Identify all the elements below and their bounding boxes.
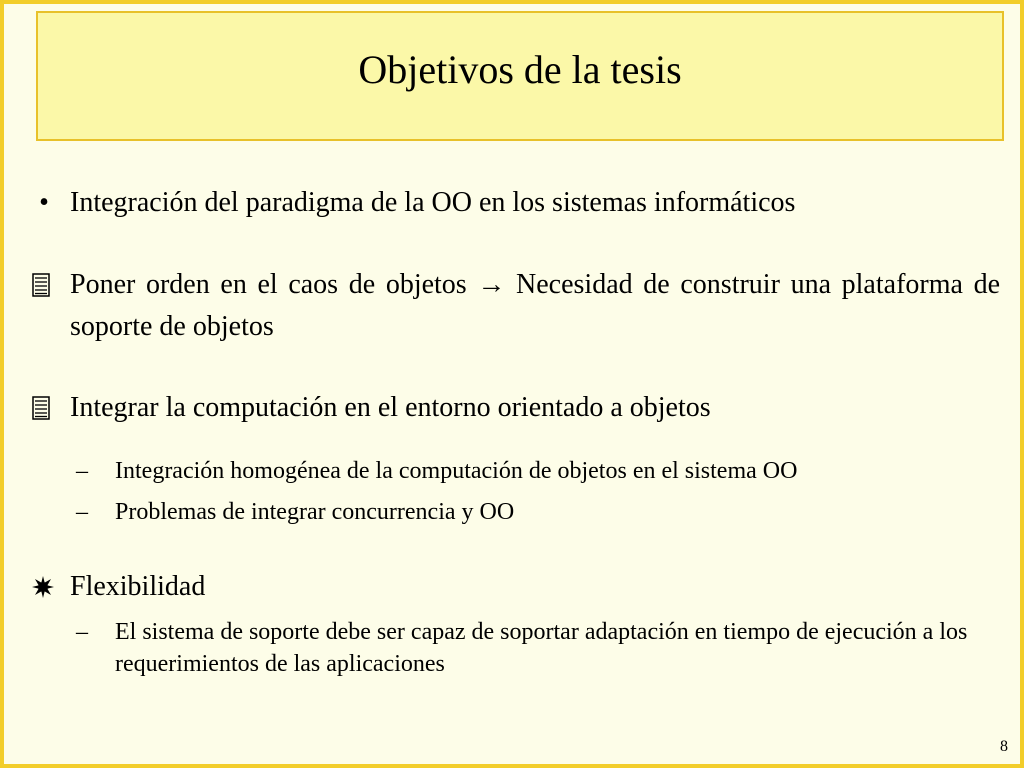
sub-item-text: Integración homogénea de la computación de objetos en el sistema OO: [115, 458, 798, 484]
sub-item-homogeneous: [4, 455, 1024, 487]
page-lines-icon: [32, 396, 56, 420]
page-lines-icon: [32, 273, 56, 297]
starburst-icon: [32, 576, 56, 598]
sub-item-adaptation: [4, 616, 1024, 680]
bullet-text: Flexibilidad: [70, 571, 206, 602]
sub-item-text: El sistema de soporte debe ser capaz de soportar adaptación en tiempo de ejecución a los requerimientos de las aplicaciones: [115, 619, 968, 677]
bullet-text-part1: Poner orden en el caos de objetos: [70, 269, 467, 300]
bullet-item-integration: [4, 182, 1024, 224]
bullet-text: Integración del paradigma de la OO en los sistemas informáticos: [70, 187, 796, 218]
arrow-icon: →: [477, 269, 506, 300]
bullet-text: [70, 264, 1000, 348]
bullet-item-order: [4, 264, 1024, 348]
bullet-text-line2: plataforma de soporte de objetos: [70, 269, 1001, 342]
sub-item-concurrency: [4, 496, 1024, 528]
dash-marker: –: [76, 458, 88, 484]
bullet-item-computation: [4, 387, 1024, 429]
bullet-item-flexibility: [4, 566, 1024, 608]
sub-item-text: Problemas de integrar concurrencia y OO: [115, 499, 515, 525]
slide-title: Objetivos de la tesis: [358, 47, 682, 92]
dash-marker: –: [76, 499, 88, 525]
bullet-dot-icon: •: [39, 187, 49, 218]
bullet-text: Integrar la computación en el entorno orientado a objetos: [70, 392, 711, 423]
bullet-text-part2: Necesidad de construir una: [516, 269, 831, 300]
title-box: [36, 11, 1004, 141]
page-number: 8: [1000, 738, 1008, 755]
dash-marker: –: [76, 619, 88, 645]
